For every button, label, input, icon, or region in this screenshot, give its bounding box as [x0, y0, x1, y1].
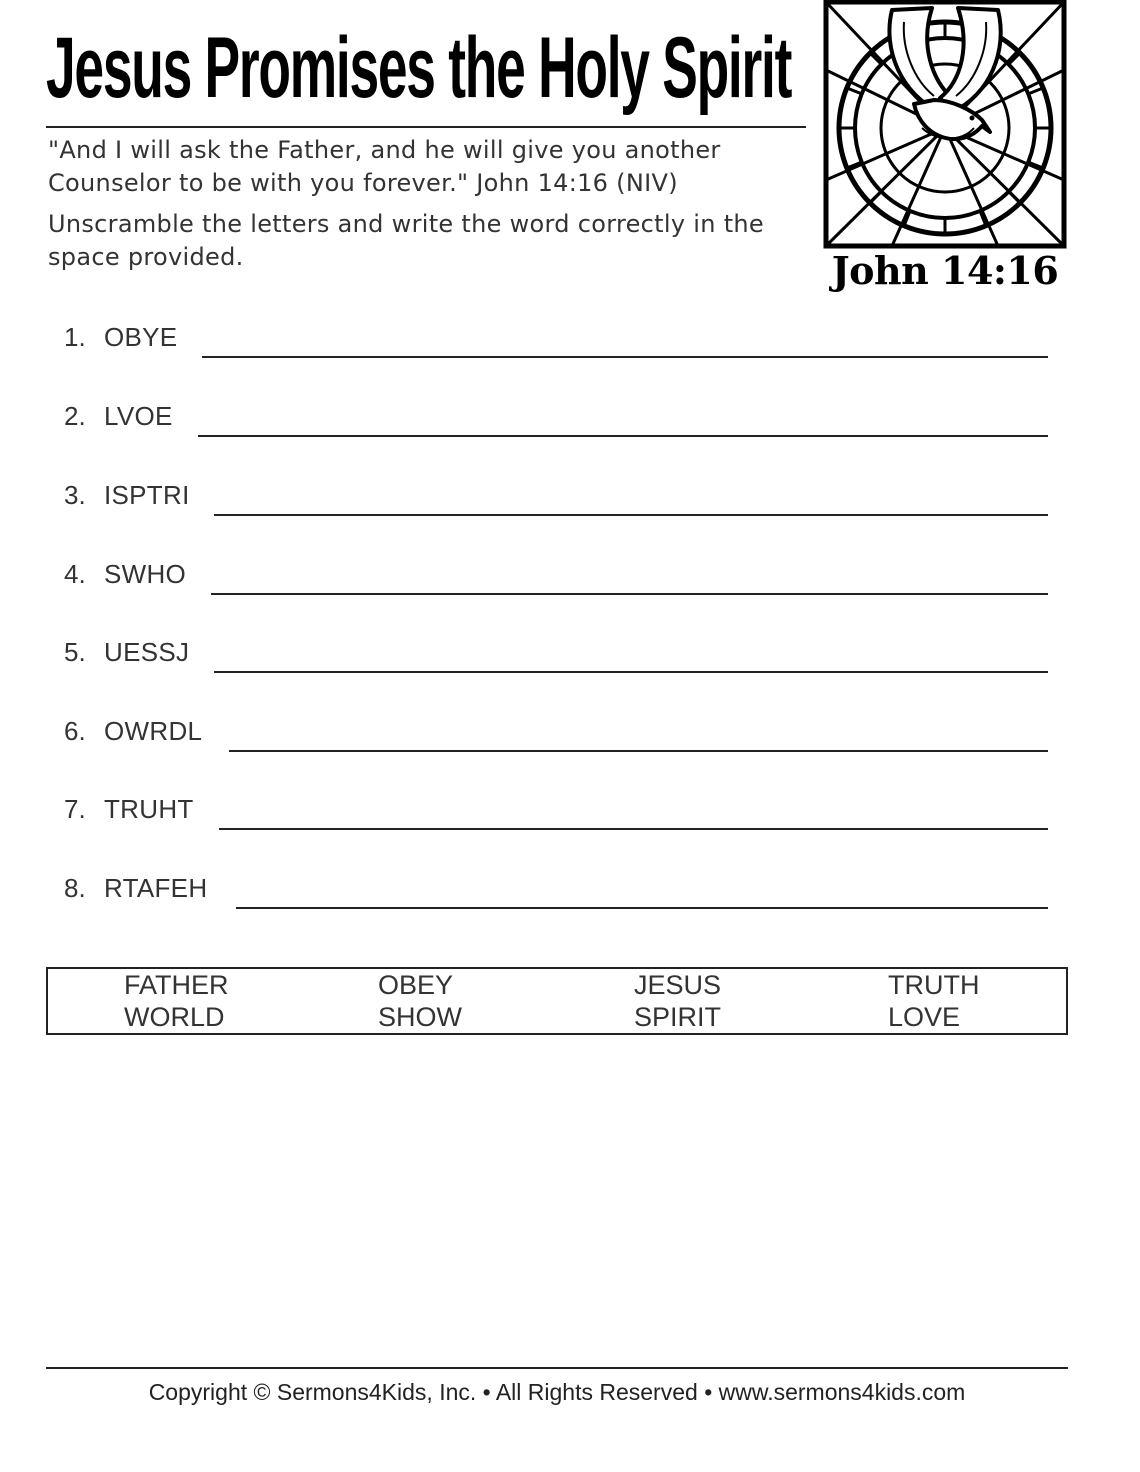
scramble-item	[64, 476, 1048, 516]
answer-line[interactable]	[211, 593, 1048, 595]
scramble-item	[64, 869, 1048, 909]
answer-line[interactable]	[202, 356, 1048, 358]
scrambled-word: RTAFEH	[104, 873, 208, 903]
word-bank-entry: SHOW	[378, 1002, 462, 1032]
scrambled-word: OBYE	[104, 322, 178, 352]
item-number: 2.	[64, 401, 86, 431]
word-bank-entry: FATHER	[124, 970, 229, 1000]
page-title: Jesus Promises the Holy Spirit	[46, 20, 792, 116]
word-bank-entry: TRUTH	[888, 970, 980, 1000]
scrambled-word: SWHO	[104, 559, 187, 589]
scrambled-word: TRUHT	[104, 794, 194, 824]
item-number: 4.	[64, 559, 86, 589]
scripture-verse: "And I will ask the Father, and he will give you another Counselor to be with you forever." John 14:16 (NIV)	[48, 136, 721, 197]
word-bank-entry: WORLD	[124, 1002, 225, 1032]
answer-line[interactable]	[214, 514, 1048, 516]
scramble-item	[64, 790, 1048, 830]
scrambled-word: UESSJ	[104, 637, 190, 667]
scrambled-word: ISPTRI	[104, 480, 190, 510]
scrambled-word: OWRDL	[104, 716, 203, 746]
copyright-footer: Copyright © Sermons4Kids, Inc. • All Rights Reserved • www.sermons4kids.com	[148, 1379, 966, 1405]
item-number: 3.	[64, 480, 86, 510]
item-number: 7.	[64, 794, 86, 824]
word-bank-entry: SPIRIT	[634, 1002, 722, 1032]
answer-line[interactable]	[198, 435, 1048, 437]
answer-line[interactable]	[214, 671, 1048, 673]
scramble-item	[64, 397, 1048, 437]
answer-line[interactable]	[236, 907, 1048, 909]
holy-spirit-dove-stained-glass-icon	[822, 0, 1068, 250]
scramble-item	[64, 712, 1048, 752]
item-number: 1.	[64, 322, 86, 352]
item-number: 8.	[64, 873, 86, 903]
scrambled-word: LVOE	[104, 401, 173, 431]
scripture-reference: John 14:16	[831, 248, 1059, 293]
footer-divider	[46, 1367, 1068, 1369]
scramble-item	[64, 555, 1048, 595]
instructions-text: Unscramble the letters and write the word correctly in the space provided.	[48, 210, 764, 271]
word-bank-entry: LOVE	[888, 1002, 961, 1032]
word-bank-entry: OBEY	[378, 970, 454, 1000]
word-bank-entry: JESUS	[634, 970, 722, 1000]
scramble-item	[64, 633, 1048, 673]
item-number: 5.	[64, 637, 86, 667]
item-number: 6.	[64, 716, 86, 746]
word-bank	[46, 967, 1068, 1035]
answer-line[interactable]	[219, 828, 1048, 830]
scramble-item	[64, 318, 1048, 358]
answer-line[interactable]	[229, 750, 1048, 752]
title-divider	[46, 126, 806, 128]
